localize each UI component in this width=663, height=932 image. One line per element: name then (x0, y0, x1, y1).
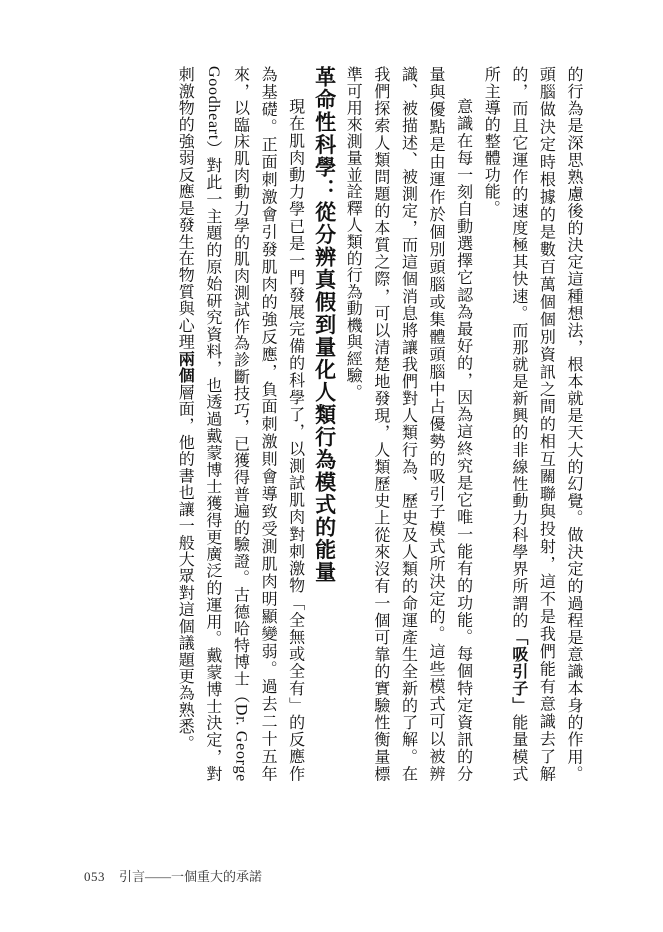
paragraph-1-text: 的行為是深思熟慮後的決定這種想法，根本就是天大的幻覺。做決定的過程是意識本身的作用。頭腦做決定時根據的是數百萬個個別資訊之間的相互關聯與投射，這不是我們能有意識去了解的，而且它運作的速度極其快速。而那就是新興的非線性動力科學界所謂的 (509, 66, 584, 782)
running-title: 引言——一個重大的承諾 (119, 869, 263, 884)
paragraph-3-end: 層面，他的書也讓一般大眾對這個議題更為熟悉。 (176, 383, 196, 752)
section-heading: 革命性科學：從分辨真假到量化人類行為模式的能量 (312, 66, 337, 584)
paragraph-3-mid: ）對此一主題的原始研究資料，也透過戴蒙博士獲得更廣泛的運用。戴蒙博士決定，對刺激物的強弱反應是發生在物質與心理 (176, 66, 223, 782)
paragraph-1 (478, 66, 588, 782)
paragraph-2: 意識在每一刻自動選擇它認為最好的，因為這終究是它唯一能有的功能。每個特定資訊的分量與優點是由運作於個別頭腦或集體頭腦中占優勢的吸引子模式所決定的。這些模式可以被辨識、被描述、被測定，而這個消息將讓我們對人類行為、歷史及人類的命運產生全新的了解。在我們探索人類問題的本質之際，可以清楚地發現，人類歷史上從來沒有一個可靠的實驗性衡量標準可用來測量並詮釋人類的行為動機與經驗。 (344, 66, 474, 782)
paragraph-1-end: 能量模式所主導的整體功能。 (482, 66, 529, 782)
term-two-levels: 兩個 (176, 350, 196, 384)
term-attractor: 「吸引子」 (509, 628, 529, 715)
latin-name: Dr. George Goodheart (204, 66, 250, 782)
vertical-text-body (84, 66, 588, 782)
paragraph-3-text: 現在肌肉動力學已是一門發展完備的科學了，以測試肌肉對刺激物「全無或全有」的反應作為基礎。正面刺激會引發肌肉的強反應，負面刺激則會導致受測肌肉明顯變弱。過去二十五年來，以臨床肌肉動力學的肌肉測試作為診斷技巧，已獲得普遍的驗證。古德哈特博士（ (231, 66, 306, 782)
paragraph-3 (172, 66, 310, 782)
page-footer (84, 866, 262, 885)
page-number: 053 (84, 869, 105, 884)
